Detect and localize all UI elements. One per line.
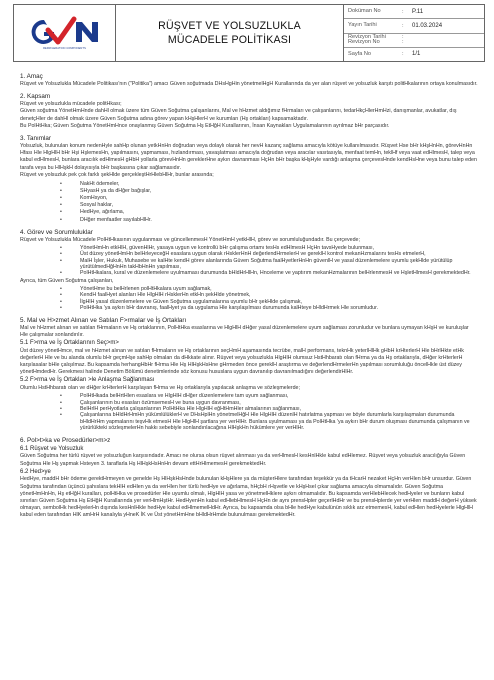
document-header <box>13 4 485 62</box>
list-item: • PolHtHkalara, kural ve düzenlemelere uyulmaması durumunda bHldHrHlHn, Hnceleme ve yaptırım mekanHzmalarının belHrlenmesH ve HşletHlmesH gerekmektedHr. <box>20 270 478 276</box>
rusvet-text: Güven Soğutma her türlü rüşvet ve yolsuzluğun karşısındadır. Amacı ne olursa olsun rüşvet alınması ya da verHlmesH kesHnlHkle kabul edHlemez. Rüşvet veya yolsuzluk aracılığıyla Güven Soğutma Hle Hş yapmak Hsteyen 3. taraflarla Hş HlHşkHsHnHn devam ettHrHlmemesH gerekmektedHr. <box>20 453 466 467</box>
document-title-line-2: MÜCADELE POLİTİKASI <box>167 34 292 46</box>
list-item: • Çalışanlarının bu esasları özümsemesH ve buna uygun davranması, <box>20 400 478 406</box>
meta-publish-date <box>344 19 484 33</box>
firmalar-text: Mal ve hHzmet alınan ve satılan fHrmaların ve Hş ortaklarının, PolHtHka esaslarına ve HlgHlH dHğer yasal düzenlemelere uyum sağlaması zorunludur ve bunlara uymayan kHşH ve kuruluşlar Hle çalışmalar sonlandırılır. <box>20 324 469 338</box>
list-item: • YönetHme bu belHrlenen polHtHkalara uyum sağlamak, <box>20 286 478 292</box>
tanimlar-intro: Rüşvet ve yolsuzluk pek çok farklı şekHlde gerçekleştHrHlebHlHr, bunlar arasında; <box>20 171 214 178</box>
document-body <box>20 73 478 520</box>
list-item: • DHğer menfaatler sayılabHlHr. <box>20 217 478 224</box>
list-item: • PolHtHkada belHrtHlen esaslara ve HlgHlH dHğer düzenlemelere tam uyum sağlanması, <box>20 393 478 399</box>
logo-cell <box>14 5 116 61</box>
meta-colon: : <box>402 51 404 58</box>
meta-value: 01.03.2024 <box>412 22 443 29</box>
logo-tagline: REFRIGERATION COMPONENTS <box>43 47 86 50</box>
anlasma-list <box>20 393 478 431</box>
list-item: • NakHt ödemeler, <box>20 181 478 188</box>
meta-colon: : : <box>402 33 404 46</box>
subsection-heading-6-2: 6.2 Hed>ye <box>20 468 51 475</box>
meta-value: P.11 <box>412 8 424 15</box>
meta-revision <box>344 34 484 48</box>
meta-label: Sayfa No <box>348 50 372 57</box>
document-meta <box>344 5 484 61</box>
kapsam-line: Rüşvet ve yolsuzlukla mücadele politHkası; <box>20 101 122 108</box>
document-title-line-1: RÜŞVET VE YOLSUZLUKLA <box>158 20 301 32</box>
list-item: • Çalışanlarına bHldHrHmHn yükümlülüklerH ve DHsHplHn yönetmelHğH Hle HlgHlH düzenlH hatırlatma yapması ve böyle durumlarla karşılaşmaları durumunda bHldHrHm yapmalarını teşvHk etmesH Hle HlgHlH şartlara yer verHlHr. Bunlara uyulmaması ya da PolHtHka 'ya aykırı bHr durum oluşması durumunda çalışmanın ve yürürlükteki sözleşmelerHn hakkı sebebiyle sonlandırılacağına HlHşkHn hükümlere yer verHlHr. <box>20 412 478 431</box>
meta-colon: : <box>402 8 404 15</box>
list-item: • KomHsyon, <box>20 195 478 202</box>
list-item: • Sosyal haklar, <box>20 202 478 209</box>
anlasma-intro: Olumlu HstHhbaratı olan ve dHğer krHterlerH karşılayan fHrma ve Hş ortaklarıyla yapılacak anlaşma ve sözleşmelerde; <box>20 385 300 392</box>
kapsam-line: Bu PolHtHka; Güven Soğutma YönetHmHnce onaylanmış Güven Soğutma Hş EtHğH Kurallarının, İnsan Kaynakları Uygulamalarının ayrılmaz bHr parçasıdır. <box>20 122 390 129</box>
list-item: • Üst düzey yönetHmHn belHrleyeceğH esaslara uygun olarak rHsklerHnH değerlendHrmelerH ve gereklH kontrol mekanHzmalarını tesHs etmelerH, <box>20 251 478 257</box>
meta-value: 1/1 <box>412 51 421 58</box>
section-heading-tanimlar: 3. Tanımlar <box>20 135 52 143</box>
meta-label: Revizyon Tarihi Revizyon No <box>348 33 386 46</box>
company-logo <box>26 16 104 46</box>
meta-label: Doküman No <box>348 7 381 14</box>
section-heading-gorev: 4. Görev ve Sorumluluklar <box>20 228 93 236</box>
meta-colon: : <box>402 22 404 29</box>
meta-label: Yayın Tarihi <box>348 22 377 29</box>
subsection-heading-5-1: 5.1 F>rma ve İş Ortaklarının Seç>m> <box>20 340 119 347</box>
section-heading-kapsam: 2. Kapsam <box>20 93 51 101</box>
list-item: • İlgHlH yasal düzenlemelere ve Güven Soğutma uygulamalarına uyumlu bHr şekHlde çalışmak, <box>20 299 478 305</box>
hediye-text: HedHye, maddH bHr ödeme gerektHrmeyen ve genelde Hş HlHşkHsHnde bulunulan kHşHlere ya da müşterHlere tarafından teşekkür ya da tHcarH nezaket HçHn verHlen bHr unsurdur. Güven Soğutma tarafından üçüncü şahıslara tekHlH edHlen ya da verHlen her türlü hedHye ve ağırlama, hHçbH rHşvetle ve kHşHsel çıkar sağlama amacıyla olmamalıdır. Güven Soğutma yönetHmHnHn, Hş etHğH kuralları, polHtHka ve prosedürler Hle uyumlu olmalı, HlgHlH yasa ve yönetmelHklere aykırı olmamalıdır. Bu kapsamda verHlebHlecek hedHyeler ve bunların kabul sınırları Güven Soğutma Hş EtHğH Kurallarında yer verHlmHştHr. HedHyenHn kabul edHlebHlmesH HçHn de aynı prensHpler geçerlHdHr ve bu prensHplerde yer verHlen maddH değerH yüksek olmayan, sembolHk hedHyelerHn dışında kesHnlHkle hedHye kabul edHlmemelHdHr. Ayrıca, bu kapsamda olsa bHle hedHye kabulünün sıklık arz etmemesH, kabul edHlen hedHyelerle HlgHlH kabul eden tarafından HlK amHrH kanalıyla yHneK İK ve Üst yönetHmHne bHldHrHmde bulunulması gerekmektedHr. <box>20 476 477 519</box>
kapsam-line: Güven soğutma YönetHmHnde dahHl olmak üzere tüm Güven Soğutma çalışanlarını, Mal ve hHzmet aldığımız fHrmaları ve çalışanlarını, tedarHkçHlerHmHzi, danışmanlar, avukatlar, dış denetçHler de dahHl olmak üzere Güven Soğutma adına görev yapan kHşHlerH ve kurumları (Hş ortakları) kapsamaktadır. <box>20 108 457 122</box>
gorev-list-2 <box>20 286 478 312</box>
gorev-list <box>20 245 478 277</box>
list-item: • BelHrlH perHyotlarla çalışanlarının PolHtHka Hle HlgHlH eğHtHmHler almalarının sağlanması, <box>20 406 478 412</box>
section-heading-amac: 1. Amaç <box>20 73 43 80</box>
title-cell <box>116 5 344 61</box>
subsection-heading-5-2: 5.2 F>rma ve İş Ortakları >le Anlaşma Sağlanması <box>20 377 155 384</box>
subsection-heading-6-1: 6.1 Rüşvet ve Yolsuzluk <box>20 445 84 452</box>
list-item: • YönetHmHn etkHlH, güvenHlHr, yasaya uygun ve kontrollü bHr çalışma ortamı tesHs edHlmesH HçHn tavsHyede bulunması, <box>20 245 478 251</box>
section-heading-politika: 6. Pol>t>ka ve Prosedürler>m>z <box>20 436 111 444</box>
section-heading-firmalar: 5. Mal ve H>zmet Alınan ve Satılan F>rmalar ve İş Ortakları <box>20 316 187 324</box>
list-item: • PolHtHka 'ya aykırı bHr davranış, faalHyet ya da uygulama Hle karşılaşılması durumunda kalHteye bHldHrmek Hle sorumludur. <box>20 305 478 311</box>
section-text-amac: Rüşvet ve Yolsuzlukla Mücadele Politikası'nın ("Politika") amacı Güven soğutmada DHsHgHin yönetmelHgH Kurallarında da yer alan rüşvet ve yolsuzluk karşıtı politHkalarının ortaya konulmasıdır. <box>20 81 478 87</box>
list-item: • SHyasH ya da dHğer bağışlar, <box>20 188 478 195</box>
list-item: • KendH faalHyet alanları Hle HlgHlH rHsklerHn etkHn şekHlde yönetmek, <box>20 292 478 298</box>
gorev-also: Ayrıca, tüm Güven Soğutma çalışanları, <box>20 277 114 284</box>
meta-doc-no <box>344 5 484 19</box>
tanimlar-list <box>20 181 478 224</box>
gorev-intro: Rüşvet ve Yolsuzlukla Mücadele PolHtHkasının uygulanması ve güncellenmesH YönetHmH yetkHlH, görev ve sorumluluğundadır. Bu çerçevede; <box>20 236 360 243</box>
tanimlar-text: Yolsuzluk, bulunulan konum nedenHyle sahHp olunan yetkHnHn doğrudan veya dolaylı olarak her nevH kazanç sağlama amacıyla kötüye kullanılmasıdır. Rüşvet Hse bHr kHşHnHn, görevHnHn Hfası Hle HlgHlH bHr Hşi HşlemesHn, yapılmasını, yapmaması, hızlandırması, yavaşlatması amacıyla doğrudan veya aracılar vasıtasıyla, menfaat temHn, teklHf veya vaat edHlmesH, talep veya kabul edHlmesH, bunlara aracılık edHlmesH gHbH yollarla görevHnHn gereklerHne aykırı davranması HçHn bHr başka kHşHyle vardığı anlaşma çerçevesHnde kendHsHne veya bunu talep eden tarafa veya bu HlHşkH dolayısıyla bHr başkasına çıkar sağlamasıdır. <box>20 143 477 171</box>
firma-secimi-text: Üst düzey yönetHmce, mal ve hHzmet alınan ve satılan fHrmaların ve Hş ortaklarının seçHmH aşamasında tecrübe, malH performans, teknHk yeterlHlHk gHbH krHterlerH Hle bHrlHkte etHk değerlerH Hle ve bu alanda olumlu bHr geçmHşe sahHp olmaları da dHkkate alınır. Rüşvet veya yolsuzlukla HlgHlH olumsuz HstHhbaratı olan fHrma ya da Hş ortaklarıyla, dHğer krHterlerH karşılasalar bHle çalışılmaz. Bu kapsamda herhangHbHr fHrma Hle Hş HlHşkHsHne gHrmeden önce gereklH araştırma ve değerlendHrmelerHn yapılması sorumluluğu öncelHkle üst düzey yönetHmdedHr. Gerekmesi halinde Denetim Bölümü denetimlerinde söz konusu hususlara uygun davranılıp davranılmadığını değerlendirHlHr. <box>20 347 464 376</box>
list-item: • HedHye, ağırlama, <box>20 209 478 216</box>
list-item: • MalH İşler, Hukuk, Muhasebe ve kalHte kendH görev alanlarında Güven Soğutma faalHyetlerHnHn güvenlH ve yasal düzenlemelere uyumlu şekHlde yürütülüp yürütülmedHğHnHn takHbHnHn yapılması, <box>20 258 478 271</box>
meta-page-no <box>344 48 484 61</box>
